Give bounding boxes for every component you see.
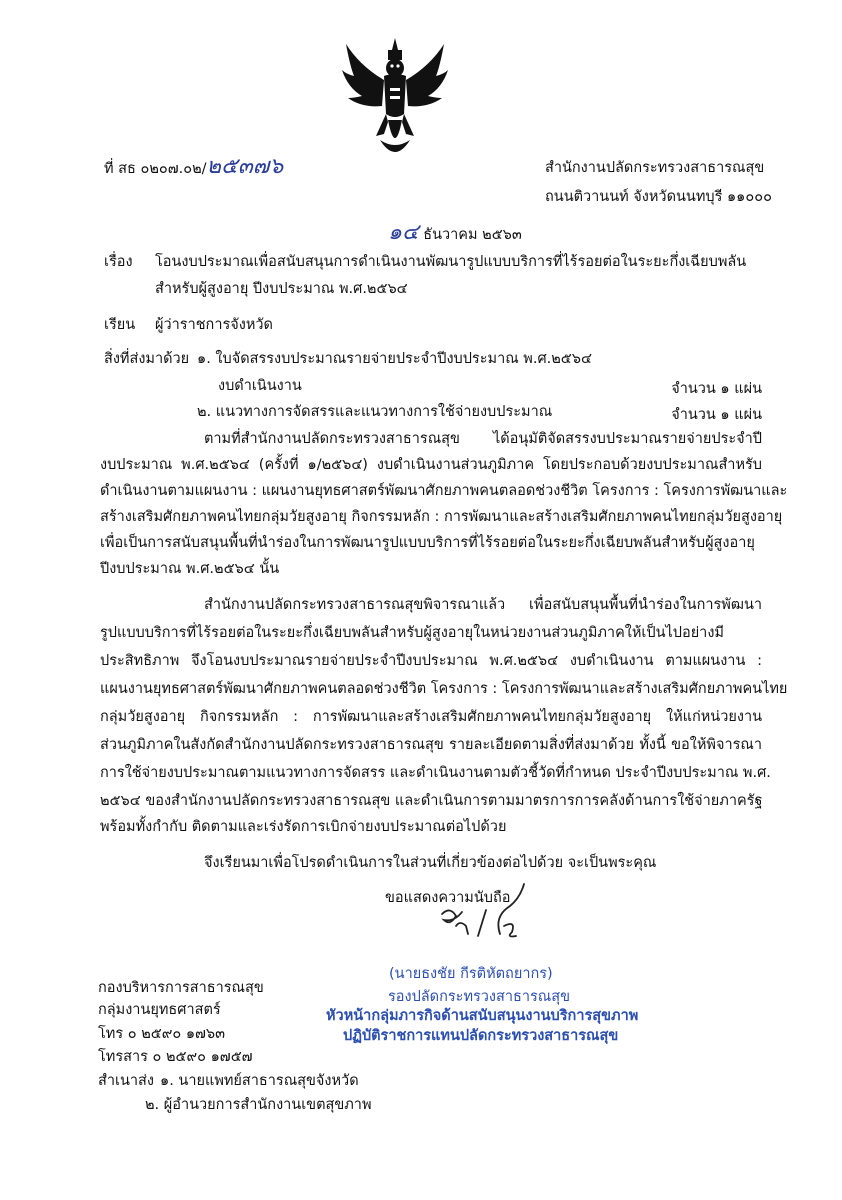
paragraph-2-line: ๒๕๖๔ ของสำนักงานปลัดกระทรวงสาธารณสุข และดำเนินการตามมาตรการการคลังด้านการใช้จ่ายภาครัฐ [100, 793, 763, 809]
signatory-name: (นายธงชัย กีรติหัตถยากร) [389, 966, 553, 982]
enclosure-1-quantity: จำนวน ๑ แผ่น [671, 381, 762, 397]
to-label: เรียน [104, 317, 136, 333]
date-month-year: ธันวาคม ๒๕๖๓ [423, 227, 522, 243]
footer-fax: โทรสาร ๐ ๒๕๙๐ ๑๗๕๗ [98, 1049, 253, 1065]
signatory-position-3: ปฏิบัติราชการแทนปลัดกระทรวงสาธารณสุข [343, 1028, 619, 1044]
closing-request: จึงเรียนมาเพื่อโปรดดำเนินการในส่วนที่เกี่ยวข้องต่อไปด้วย จะเป็นพระคุณ [204, 855, 657, 871]
paragraph-1-line: สร้างเสริมศักยภาพคนไทยกลุ่มวัยสูงอายุ กิจกรรมหลัก : การพัฒนาและสร้างเสริมศักยภาพคนไทยกลุ่มวัยสูงอายุ [100, 509, 783, 525]
enclosure-1-line-1: ๑. ใบจัดสรรงบประมาณรายจ่ายประจำปีงบประมาณ พ.ศ.๒๕๖๔ [197, 351, 592, 367]
paragraph-2-line: แผนงานยุทธศาสตร์พัฒนาศักยภาพคนตลอดช่วงชีวิต โครงการ : โครงการพัฒนาและสร้างเสริมศักยภาพคนไทย [100, 681, 788, 697]
enclosure-2-quantity: จำนวน ๑ แผ่น [671, 407, 762, 423]
footer-group: กลุ่มงานยุทธศาสตร์ [98, 1002, 221, 1018]
signatory-position-2: หัวหน้ากลุ่มภารกิจด้านสนับสนุนงานบริการสุขภาพ [326, 1008, 639, 1024]
paragraph-2-line: การใช้จ่ายงบประมาณตามแนวทางการจัดสรร และดำเนินงานตามตัวชี้วัดที่กำหนด ประจำปีงบประมาณ พ.ศ. [100, 765, 771, 781]
footer-cc-2: ๒. ผู้อำนวยการสำนักงานเขตสุขภาพ [145, 1097, 372, 1113]
date-day-handwritten: ๑๔ [388, 220, 419, 245]
subject-line-1: โอนงบประมาณเพื่อสนับสนุนการดำเนินงานพัฒนารูปแบบบริการที่ไร้รอยต่อในระยะกึ่งเฉียบพลัน [155, 254, 747, 270]
reference-printed: ที่ สธ ๐๒๐๗.๐๒/ [104, 161, 207, 177]
reference-number [104, 148, 283, 183]
enclosure-2: ๒. แนวทางการจัดสรรและแนวทางการใช้จ่ายงบประมาณ [197, 404, 553, 420]
paragraph-1-line: งบประมาณ พ.ศ.๒๕๖๔ (ครั้งที่ ๑/๒๕๖๔) งบดำเนินงานส่วนภูมิภาค โดยประกอบด้วยงบประมาณสำหรับ [100, 457, 762, 473]
paragraph-2-line: สำนักงานปลัดกระทรวงสาธารณสุขพิจารณาแล้ว เพื่อสนับสนุนพื้นที่นำร่องในการพัฒนา [204, 597, 762, 613]
paragraph-2-line: ส่วนภูมิภาคในสังกัดสำนักงานปลัดกระทรวงสาธารณสุข รายละเอียดตามสิ่งที่ส่งมาด้วย ทั้งนี้ ขอให้พิจารณา [100, 737, 762, 753]
to-value: ผู้ว่าราชการจังหวัด [155, 317, 273, 333]
signatory-position-1: รองปลัดกระทรวงสาธารณสุข [388, 989, 570, 1005]
enclosure-1-line-2: งบดำเนินงาน [218, 378, 302, 394]
paragraph-1-line: ตามที่สำนักงานปลัดกระทรวงสาธารณสุข ได้อนุมัติจัดสรรงบประมาณรายจ่ายประจำปี [204, 431, 762, 447]
subject-line-2: สำหรับผู้สูงอายุ ปีงบประมาณ พ.ศ.๒๕๖๔ [155, 281, 408, 297]
garuda-emblem-icon [340, 36, 450, 164]
footer-cc-label: สำเนาส่ง [98, 1073, 154, 1089]
regards: ขอแสดงความนับถือ [385, 890, 511, 906]
enclosures-label: สิ่งที่ส่งมาด้วย [104, 351, 190, 367]
paragraph-1-line: ปีงบประมาณ พ.ศ.๒๕๖๔ นั้น [100, 561, 280, 577]
reference-handwritten: ๒๕๓๗๖ [206, 154, 284, 179]
footer-tel: โทร ๐ ๒๕๙๐ ๑๗๖๓ [98, 1026, 226, 1042]
paragraph-2-line: รูปแบบบริการที่ไร้รอยต่อในระยะกึ่งเฉียบพลันสำหรับผู้สูงอายุในหน่วยงานส่วนภูมิภาคให้เป็นไปอย่างมี [100, 625, 724, 641]
paragraph-2-line: ประสิทธิภาพ จึงโอนงบประมาณรายจ่ายประจำปีงบประมาณ พ.ศ.๒๕๖๔ งบดำเนินงาน ตามแผนงาน : [100, 653, 762, 669]
subject-label: เรื่อง [104, 254, 133, 270]
sender-office: สำนักงานปลัดกระทรวงสาธารณสุข [545, 160, 765, 176]
paragraph-2-line: กลุ่มวัยสูงอายุ กิจกรรมหลัก : การพัฒนาและสร้างเสริมศักยภาพคนไทยกลุ่มวัยสูงอายุ ให้แก่หน่วยงาน [100, 709, 762, 725]
sender-street: ถนนติวานนท์ จังหวัดนนทบุรี ๑๑๐๐๐ [545, 189, 772, 205]
footer-division: กองบริหารการสาธารณสุข [98, 980, 264, 996]
letter-date [388, 214, 522, 249]
paragraph-1-line: ดำเนินงานตามแผนงาน : แผนงานยุทธศาสตร์พัฒนาศักยภาพคนตลอดช่วงชีวิต โครงการ : โครงการพัฒนาและ [100, 483, 788, 499]
paragraph-2-line: พร้อมทั้งกำกับ ติดตามและเร่งรัดการเบิกจ่ายงบประมาณต่อไปด้วย [100, 819, 507, 835]
footer-cc-1: ๑. นายแพทย์สาธารณสุขจังหวัด [160, 1073, 359, 1089]
handwritten-signature [420, 876, 560, 946]
paragraph-1-line: เพื่อเป็นการสนับสนุนพื้นที่นำร่องในการพัฒนารูปแบบบริการที่ไร้รอยต่อในระยะกึ่งเฉียบพลันสำหรับผู้สูงอายุ [100, 535, 755, 551]
